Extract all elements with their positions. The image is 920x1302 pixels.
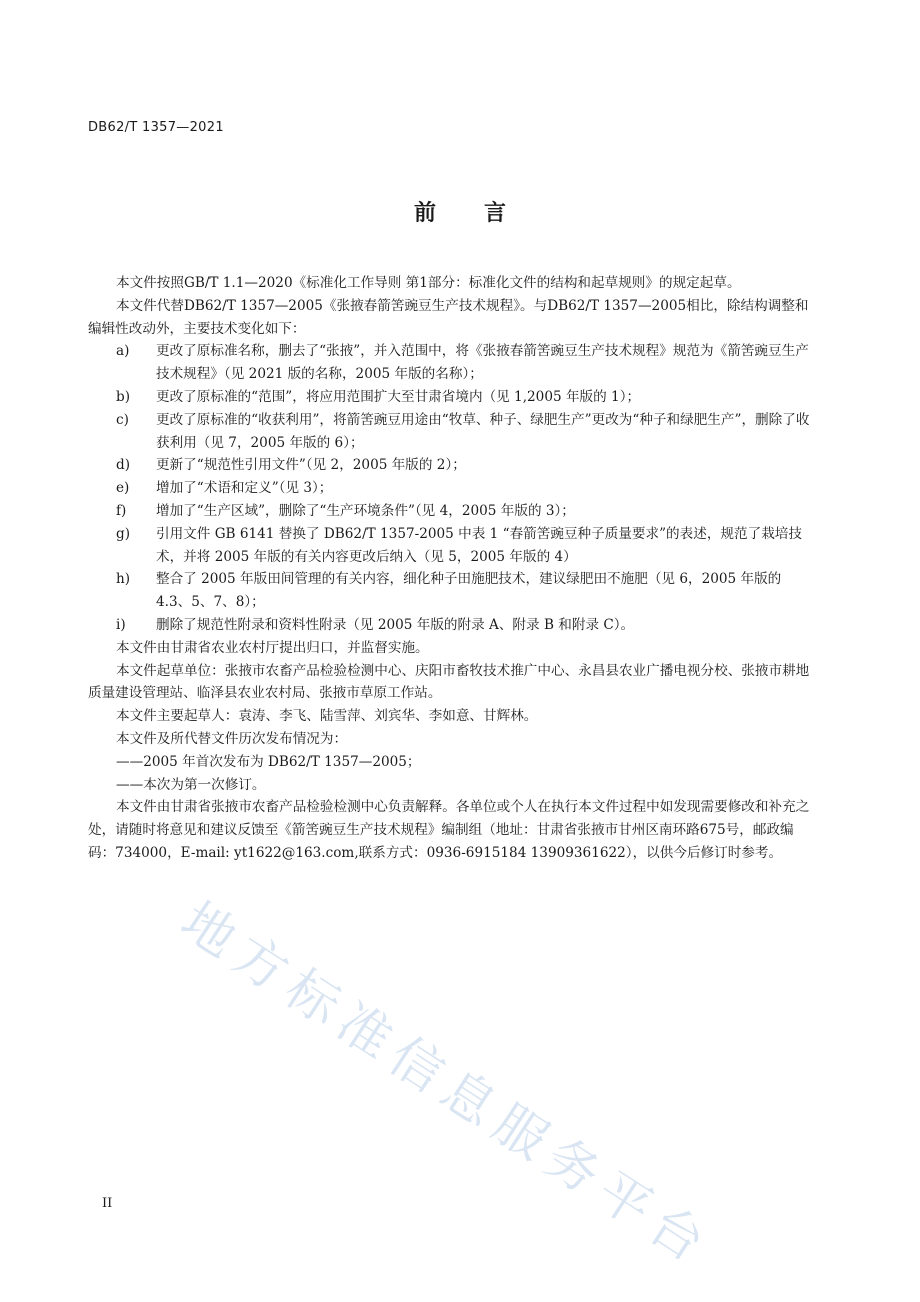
paragraph-history-first: ——2005 年首次发布为 DB62/T 1357—2005； <box>116 753 421 770</box>
list-text: 更改了原标准名称，删去了“张掖”，并入范围中，将《张掖春箭筈豌豆生产技术规程》规范为《箭筈豌豆生产技术规程》（见 2021 版的名称，2005 年版的名称）； <box>156 343 809 383</box>
foreword-content <box>88 272 812 865</box>
list-marker: g) <box>116 525 131 542</box>
list-marker: f) <box>116 502 127 519</box>
paragraph-proposer: 本文件由甘肃省农业农村厅提出归口，并监督实施。 <box>116 639 429 656</box>
list-marker: a) <box>116 343 130 360</box>
paragraph-replacement: 本文件代替DB62/T 1357—2005《张掖春箭筈豌豆生产技术规程》。与DB62/T 1357—2005相比，除结构调整和编辑性改动外，主要技术变化如下： <box>88 297 809 337</box>
paragraph-history-intro: 本文件及所代替文件历次发布情况为： <box>116 730 348 747</box>
list-text: 增加了“术语和定义”（见 3）； <box>156 480 333 497</box>
watermark: 地方标准信息服务平台 <box>170 890 723 1279</box>
page-title: 前言 <box>413 201 554 226</box>
list-item-g <box>88 523 812 569</box>
paragraph-contact: 本文件由甘肃省张掖市农畜产品检验检测中心负责解释。各单位或个人在执行本文件过程中如发现需要修改和补充之处，请随时将意见和建议反馈至《箭筈豌豆生产技术规程》编制组（地址：甘肃省张掖市甘州区南环路675号，邮政编码：734000，E-mail: yt1622@163.com,联系方式：0936-6915184 13909361622），以供今后修订时参考。 <box>88 799 810 861</box>
list-text: 更改了原标准的“收获利用”，将箭筈豌豆用途由“牧草、种子、绿肥生产”更改为“种子和绿肥生产”，删除了收获利用（见 7，2005 年版的 6）； <box>156 411 810 451</box>
list-text: 增加了“生产区域”，删除了“生产环境条件”（见 4，2005 年版的 3）； <box>156 502 575 519</box>
list-item-b <box>88 386 812 409</box>
list-item-c <box>88 409 812 455</box>
list-marker: i) <box>116 616 126 633</box>
paragraph-drafting-rule: 本文件按照GB/T 1.1—2020《标准化工作导则 第1部分：标准化文件的结构和起草规则》的规定起草。 <box>116 275 741 291</box>
list-item-i <box>88 614 812 637</box>
document-code: DB62/T 1357—2021 <box>88 120 224 135</box>
list-text: 引用文件 GB 6141 替换了 DB62/T 1357-2005 中表 1 “春箭筈豌豆种子质量要求”的表述，规范了栽培技术，并将 2005 年版的有关内容更改后纳入（见 5，2005 年版的 4） <box>156 525 802 565</box>
list-item-h <box>88 568 812 614</box>
list-marker: e) <box>116 480 130 497</box>
paragraph-history-second: ——本次为第一次修订。 <box>116 776 266 793</box>
list-item-f <box>88 500 812 523</box>
list-text: 整合了 2005 年版田间管理的有关内容，细化种子田施肥技术，建议绿肥田不施肥（见 6，2005 年版的 4.3、5、7、8）； <box>156 571 782 611</box>
list-marker: d) <box>116 457 131 474</box>
list-item-e <box>88 477 812 500</box>
list-marker: c) <box>116 411 129 428</box>
list-text: 更改了原标准的“范围”，将应用范围扩大至甘肃省境内（见 1,2005 年版的 1）； <box>156 388 641 405</box>
list-item-d <box>88 454 812 477</box>
list-marker: h) <box>116 571 131 588</box>
paragraph-drafters: 本文件主要起草人：袁涛、李飞、陆雪萍、刘宾华、李如意、甘辉林。 <box>116 708 538 725</box>
page-number: II <box>102 1196 113 1211</box>
list-text: 更新了“规范性引用文件”（见 2，2005 年版的 2）； <box>156 457 466 474</box>
list-text: 删除了规范性附录和资料性附录（见 2005 年版的附录 A、附录 B 和附录 C）。 <box>156 616 635 633</box>
list-marker: b) <box>116 388 131 405</box>
paragraph-drafting-units: 本文件起草单位：张掖市农畜产品检验检测中心、庆阳市畜牧技术推广中心、永昌县农业广播电视分校、张掖市耕地质量建设管理站、临泽县农业农村局、张掖市草原工作站。 <box>88 662 810 702</box>
list-item-a <box>88 340 812 386</box>
